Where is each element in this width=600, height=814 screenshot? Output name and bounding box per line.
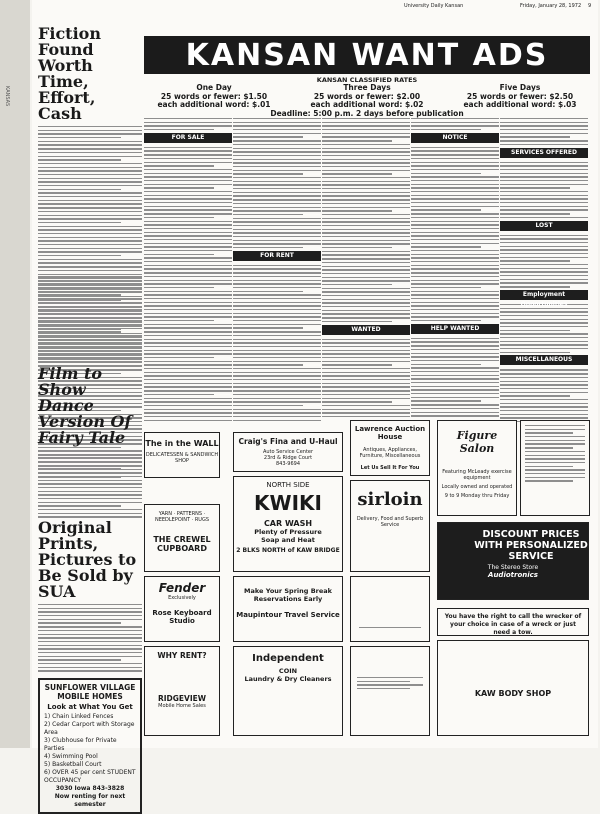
- independent-title: Independent: [252, 653, 324, 664]
- category-notice: NOTICE: [411, 133, 499, 143]
- page-number: 9: [588, 3, 592, 9]
- ad-kaw-body-shop: [437, 640, 589, 736]
- story3-headline: Original Prints, Pictures to Be Sold by SUA: [38, 518, 137, 601]
- ad-storage-rates: [520, 420, 590, 516]
- wrecker-tagline: You have the right to call the wrecker of your choice in case of a wreck or just need a tow.: [444, 613, 582, 636]
- figure-line: Featuring McLeady exercise equipment: [442, 469, 512, 481]
- left-news-column: [38, 24, 142, 808]
- category-help-wanted: HELP WANTED: [411, 324, 499, 334]
- crewel-sub: YARN · PATTERNS · NEEDLEPOINT · RUGS: [154, 511, 210, 523]
- ad-hole-in-the-wall: [144, 432, 220, 478]
- sunflower-phone: 3030 Iowa 843-3828: [55, 785, 125, 792]
- figure-name: Figure Salon: [456, 429, 498, 455]
- craig-title: Craig's Fina and U-Haul: [238, 437, 338, 446]
- classified-column-2: [233, 118, 321, 423]
- discount-title: DISCOUNT PRICES WITH PERSONALIZED SERVICE: [474, 529, 588, 562]
- category-wanted: WANTED: [322, 325, 410, 335]
- maupintour-name: Maupintour Travel Service: [236, 611, 340, 619]
- ad-crewel-cupboard: [144, 504, 220, 572]
- figure-line: Locally owned and operated: [441, 484, 513, 490]
- sunflower-footer: Now renting for next semester: [54, 793, 126, 808]
- auction-line: Antiques, Appliances, Furniture, Miscellaneous: [359, 447, 421, 459]
- maupintour-title: Make Your Spring Break Reservations Early: [244, 587, 332, 603]
- fender-name: Fender: [158, 581, 206, 595]
- ad-bicycle: [350, 576, 430, 642]
- wall-sub: DELICATESSEN & SANDWICH SHOP: [145, 452, 219, 464]
- why-rent-title: WHY RENT?: [157, 651, 207, 660]
- ad-wrecker-tagline: [437, 608, 589, 636]
- craig-addr: 23rd & Ridge Court: [263, 455, 313, 461]
- rate-line: 25 words or fewer: $2.50: [466, 91, 574, 101]
- fender-sub: Exclusively: [168, 595, 196, 601]
- kwiki-line: 2 BLKS NORTH of KAW BRIDGE: [236, 547, 340, 554]
- ad-discount-stereo: [437, 522, 589, 600]
- paper-name: University Daily Kansan: [404, 3, 464, 9]
- kwiki-line: Soap and Heat: [261, 536, 315, 544]
- sunflower-title: SUNFLOWER VILLAGE MOBILE HOMES: [44, 683, 136, 701]
- category-for-rent: FOR RENT: [233, 251, 321, 261]
- auction-line: Let Us Sell It For You: [360, 465, 420, 471]
- sirloin-name: sirloin: [357, 489, 423, 510]
- ad-coin-laundry: [350, 646, 430, 736]
- story1-headline: Fiction Found Worth Time, Effort, Cash: [38, 24, 101, 123]
- rate-line: each additional word: $.01: [157, 100, 271, 109]
- ad-why-rent: [144, 646, 220, 736]
- sunflower-item: 6) OVER 45 per cent STUDENT OCCUPANCY: [44, 769, 136, 784]
- story2-body: [38, 450, 142, 520]
- bicycle-caption-lines: [351, 627, 429, 628]
- rate-five-days: [450, 84, 590, 110]
- classified-column-4: [411, 118, 499, 418]
- crewel-name: THE CREWEL CUPBOARD: [153, 535, 211, 553]
- kwiki-top: NORTH SIDE: [266, 481, 310, 489]
- rate-label: Five Days: [499, 83, 541, 92]
- category-for-sale: FOR SALE: [144, 133, 232, 143]
- ad-independent-laundry: [233, 646, 343, 736]
- ad-maupintour: [233, 576, 343, 642]
- ad-fender: [144, 576, 220, 642]
- sirloin-sub: Delivery, Food and Superb Service: [356, 516, 424, 528]
- ad-craigs-fina: [233, 432, 343, 472]
- rate-line: 25 words or fewer: $1.50: [160, 91, 268, 101]
- auction-title: Lawrence Auction House: [354, 425, 426, 441]
- classified-column-5: [500, 118, 588, 423]
- classified-column-3: [322, 118, 410, 418]
- sunflower-item: 4) Swimming Pool: [44, 753, 98, 760]
- discount-store: The Stereo Store: [487, 564, 539, 571]
- kwiki-line: CAR WASH: [263, 519, 313, 528]
- sunflower-village-ad: [38, 678, 142, 814]
- independent-line: COIN: [278, 667, 298, 675]
- banner-title: KANSAN WANT ADS: [185, 37, 549, 73]
- kwiki-line: Plenty of Pressure: [254, 528, 322, 536]
- rate-line: 25 words or fewer: $2.00: [313, 91, 421, 101]
- classified-column-1: [144, 118, 232, 423]
- ad-figure-salon: [437, 420, 517, 516]
- rate-label: Three Days: [343, 83, 391, 92]
- rate-line: each additional word: $.03: [463, 100, 577, 109]
- figure-line: 9 to 9 Monday thru Friday: [444, 493, 510, 499]
- independent-line: Laundry & Dry Cleaners: [244, 675, 332, 683]
- discount-brand: Audiotronics: [488, 571, 538, 579]
- kaw-body-title: KAW BODY SHOP: [474, 689, 552, 698]
- rate-line: each additional word: $.02: [310, 100, 424, 109]
- story2-headline: Film to Show Dance Version Of Fairy Tale: [38, 364, 132, 447]
- scan-margin: [0, 0, 30, 748]
- craig-phone: 843-9694: [275, 461, 301, 467]
- ad-kwiki-car-wash: [233, 476, 343, 572]
- page-header: [32, 3, 598, 11]
- story1-body-cont: [38, 276, 142, 366]
- sunflower-lead: Look at What You Get: [47, 703, 133, 711]
- ridgeview-sub: Mobile Home Sales: [158, 703, 206, 709]
- sunflower-item: 5) Basketball Court: [44, 761, 102, 768]
- story1-body: [38, 126, 142, 276]
- ad-lawrence-auction: [350, 420, 430, 476]
- kwiki-name: KWIKI: [254, 491, 322, 515]
- fender-store: Rose Keyboard Studio: [152, 609, 212, 625]
- craig-sub: Auto Service Center: [262, 449, 314, 455]
- sunflower-item: 1) Chain Linked Fences: [44, 713, 114, 720]
- category-miscellaneous: MISCELLANEOUS: [500, 355, 588, 365]
- category-lost: LOST: [500, 221, 588, 231]
- rates-title: KANSAN CLASSIFIED RATES: [316, 76, 418, 84]
- rate-one-day: [144, 84, 284, 110]
- scan-mark: KANSAS: [4, 86, 10, 107]
- ridgeview-name: RIDGEVIEW: [157, 694, 207, 703]
- category-employment: Employment Opportunities: [500, 290, 588, 300]
- ad-sirloin: [350, 480, 430, 572]
- rate-three-days: [297, 84, 437, 110]
- deadline: Deadline: 5:00 p.m. 2 days before publication: [270, 109, 464, 118]
- category-services-offered: SERVICES OFFERED: [500, 148, 588, 158]
- story3-body: [38, 604, 142, 674]
- wall-name: The in the WALL: [145, 439, 219, 448]
- newspaper-page: [32, 0, 598, 808]
- sunflower-item: 3) Clubhouse for Private Parties: [44, 737, 117, 752]
- issue-date: Friday, January 28, 1972: [520, 3, 582, 9]
- want-ads-banner: [144, 36, 590, 74]
- sunflower-item: 2) Cedar Carport with Storage Area: [44, 721, 135, 736]
- rate-label: One Day: [196, 83, 232, 92]
